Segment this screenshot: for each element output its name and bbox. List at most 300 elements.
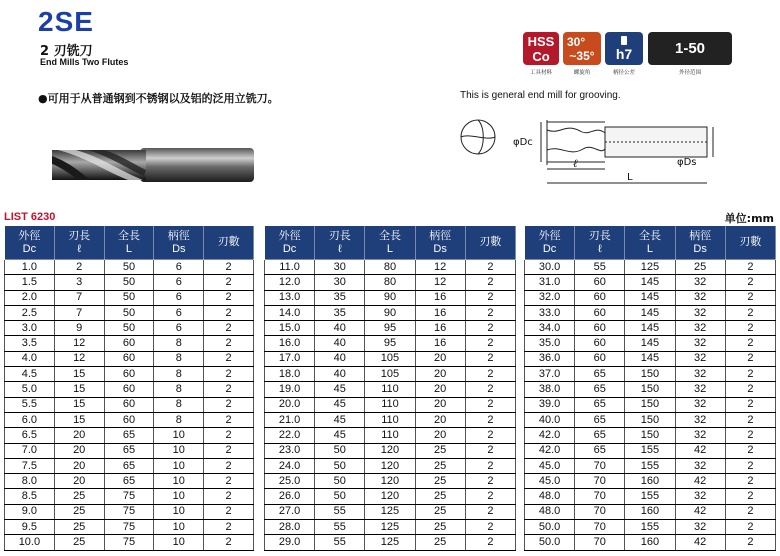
cell-flute-count: 2 (725, 260, 775, 275)
cell-dc: 33.0 (525, 305, 575, 320)
cell-dc: 24.0 (265, 458, 315, 473)
cell-dc: 1.5 (5, 275, 55, 290)
cell-shank-diameter: 25 (415, 474, 465, 489)
cell-overall-length: 160 (625, 504, 675, 519)
cell-dc: 20.0 (265, 397, 315, 412)
cell-shank-diameter: 20 (415, 397, 465, 412)
cell-shank-diameter: 8 (154, 367, 204, 382)
cell-flute-length: 65 (575, 412, 625, 427)
cell-overall-length: 80 (365, 275, 415, 290)
cell-shank-diameter: 8 (154, 412, 204, 427)
cell-overall-length: 105 (365, 351, 415, 366)
column-header-top: 全長 (638, 229, 661, 242)
table-row (5, 321, 254, 336)
table-row (265, 428, 516, 443)
cell-flute-count: 2 (725, 367, 775, 382)
cell-flute-count: 2 (204, 382, 254, 397)
cell-flute-count: 2 (465, 290, 515, 305)
cell-flute-length: 65 (575, 397, 625, 412)
cell-flute-length: 50 (315, 474, 365, 489)
cell-dc: 22.0 (265, 428, 315, 443)
cell-shank-diameter: 25 (415, 489, 465, 504)
table-row (265, 474, 516, 489)
cell-dc: 2.5 (5, 305, 55, 320)
cell-flute-length: 35 (315, 290, 365, 305)
cell-overall-length: 65 (104, 474, 154, 489)
cell-flute-length: 12 (54, 336, 104, 351)
table-row (5, 351, 254, 366)
material-badge-line2: Co (532, 48, 550, 64)
table-row (265, 260, 516, 275)
cell-shank-diameter: 32 (675, 321, 725, 336)
flute-length-label: ℓ (573, 157, 578, 170)
cell-flute-count: 2 (725, 382, 775, 397)
table-row (265, 520, 516, 535)
material-caption: 工具材料 (529, 70, 552, 76)
cell-flute-count: 2 (465, 275, 515, 290)
column-header-top: 刃長 (328, 229, 351, 242)
cell-flute-length: 65 (575, 367, 625, 382)
cell-overall-length: 145 (625, 321, 675, 336)
column-header-dc (265, 226, 315, 260)
cell-dc: 45.0 (525, 474, 575, 489)
cell-overall-length: 150 (625, 412, 675, 427)
table-row (525, 458, 776, 473)
cell-dc: 8.0 (5, 474, 55, 489)
cell-overall-length: 155 (625, 520, 675, 535)
cell-dc: 25.0 (265, 474, 315, 489)
cell-flute-length: 15 (54, 412, 104, 427)
cell-flute-count: 2 (465, 305, 515, 320)
cell-dc: 29.0 (265, 535, 315, 550)
cell-flute-count: 2 (465, 412, 515, 427)
cell-flute-length: 40 (315, 351, 365, 366)
diameter-range-badge (648, 32, 732, 65)
table-row (5, 382, 254, 397)
end-mill-photo (48, 140, 258, 188)
table-row (265, 458, 516, 473)
cell-dc: 32.0 (525, 290, 575, 305)
table-row (525, 275, 776, 290)
table-row (525, 520, 776, 535)
cell-dc: 26.0 (265, 489, 315, 504)
cell-flute-count: 2 (725, 489, 775, 504)
cell-dc: 36.0 (525, 351, 575, 366)
table-row (265, 290, 516, 305)
column-header-bottom: Dc (542, 242, 557, 255)
cell-overall-length: 90 (365, 290, 415, 305)
helix-angle-line2: ~35° (569, 48, 595, 63)
cell-flute-length: 7 (54, 305, 104, 320)
column-header-shank-diameter (154, 226, 204, 260)
column-header-top: 刃數 (479, 236, 502, 248)
column-header-bottom: L (646, 242, 654, 255)
cell-shank-diameter: 32 (675, 428, 725, 443)
cell-flute-length: 35 (315, 305, 365, 320)
cell-shank-diameter: 16 (415, 336, 465, 351)
column-header-top: 全長 (117, 229, 140, 242)
cell-flute-count: 2 (204, 474, 254, 489)
diameter-dc-label: φDc (513, 137, 533, 148)
cell-shank-diameter: 10 (154, 474, 204, 489)
table-row (525, 367, 776, 382)
cell-overall-length: 120 (365, 443, 415, 458)
cell-flute-length: 65 (575, 428, 625, 443)
cell-shank-diameter: 32 (675, 367, 725, 382)
cell-dc: 18.0 (265, 367, 315, 382)
table-row (5, 520, 254, 535)
cell-overall-length: 50 (104, 321, 154, 336)
cell-dc: 1.0 (5, 260, 55, 275)
cell-flute-length: 2 (54, 260, 104, 275)
table-row (265, 382, 516, 397)
cell-flute-length: 40 (315, 321, 365, 336)
cell-overall-length: 65 (104, 443, 154, 458)
cell-shank-diameter: 25 (675, 260, 725, 275)
cell-flute-count: 2 (725, 412, 775, 427)
column-header-bottom: Dc (282, 242, 297, 255)
column-header-bottom: ℓ (598, 242, 602, 255)
cell-dc: 21.0 (265, 412, 315, 427)
table-row (525, 382, 776, 397)
cell-flute-length: 25 (54, 489, 104, 504)
cell-overall-length: 150 (625, 397, 675, 412)
spec-table-3 (524, 225, 776, 551)
table-row (265, 367, 516, 382)
cell-dc: 48.0 (525, 489, 575, 504)
column-header-dc (5, 226, 55, 260)
column-header-top: 刃長 (68, 229, 91, 242)
cell-overall-length: 155 (625, 443, 675, 458)
cell-overall-length: 105 (365, 367, 415, 382)
cell-overall-length: 125 (365, 520, 415, 535)
cell-flute-count: 2 (725, 397, 775, 412)
table-row (5, 290, 254, 305)
table-header-row (265, 226, 516, 260)
cell-shank-diameter: 25 (415, 443, 465, 458)
cell-shank-diameter: 6 (154, 260, 204, 275)
cell-flute-length: 15 (54, 397, 104, 412)
product-subtitle-cn: 2 刃铣刀 (40, 44, 93, 59)
table-row (525, 504, 776, 519)
cell-overall-length: 60 (104, 367, 154, 382)
cell-overall-length: 90 (365, 305, 415, 320)
column-header-top: 全長 (378, 229, 401, 242)
cell-overall-length: 75 (104, 489, 154, 504)
column-header-top: 外徑 (538, 229, 561, 242)
cell-flute-length: 70 (575, 535, 625, 550)
cell-flute-length: 15 (54, 382, 104, 397)
product-title: 2SE (38, 6, 94, 37)
cell-shank-diameter: 10 (154, 489, 204, 504)
cell-shank-diameter: 10 (154, 458, 204, 473)
table-row (265, 412, 516, 427)
cell-overall-length: 110 (365, 382, 415, 397)
cell-flute-length: 40 (315, 367, 365, 382)
cell-dc: 28.0 (265, 520, 315, 535)
shank-tolerance-value: h7 (615, 46, 633, 62)
cell-flute-count: 2 (465, 382, 515, 397)
cell-overall-length: 50 (104, 290, 154, 305)
cell-overall-length: 145 (625, 351, 675, 366)
cell-dc: 39.0 (525, 397, 575, 412)
cell-flute-count: 2 (725, 351, 775, 366)
cell-flute-length: 3 (54, 275, 104, 290)
diameter-range-value: 1-50 (674, 40, 706, 57)
cell-dc: 3.0 (5, 321, 55, 336)
cell-shank-diameter: 42 (675, 504, 725, 519)
cell-dc: 11.0 (265, 260, 315, 275)
cell-shank-diameter: 32 (675, 275, 725, 290)
shank-tolerance-caption: 柄径公差 (612, 70, 635, 76)
cell-overall-length: 75 (104, 504, 154, 519)
table-row (5, 489, 254, 504)
cell-flute-count: 2 (465, 504, 515, 519)
cell-flute-count: 2 (725, 474, 775, 489)
table-row (525, 535, 776, 550)
cell-shank-diameter: 25 (415, 535, 465, 550)
cell-flute-length: 20 (54, 474, 104, 489)
cell-shank-diameter: 32 (675, 382, 725, 397)
table-row (525, 305, 776, 320)
cell-shank-diameter: 12 (415, 260, 465, 275)
cell-overall-length: 120 (365, 489, 415, 504)
cell-overall-length: 125 (625, 260, 675, 275)
cell-overall-length: 60 (104, 336, 154, 351)
cell-flute-count: 2 (204, 367, 254, 382)
cell-shank-diameter: 10 (154, 535, 204, 550)
shank-tolerance-badge (605, 32, 643, 65)
column-header-flute-count (465, 226, 515, 260)
cell-overall-length: 50 (104, 260, 154, 275)
column-header-bottom: L (125, 242, 133, 255)
cell-flute-count: 2 (725, 321, 775, 336)
column-header-top: 刃數 (739, 236, 762, 248)
cell-dc: 4.0 (5, 351, 55, 366)
cell-flute-count: 2 (725, 458, 775, 473)
cell-shank-diameter: 32 (675, 305, 725, 320)
cell-overall-length: 60 (104, 382, 154, 397)
cell-flute-count: 2 (465, 397, 515, 412)
column-header-overall-length (104, 226, 154, 260)
cell-dc: 50.0 (525, 520, 575, 535)
column-header-shank-diameter (415, 226, 465, 260)
column-header-bottom: Ds (172, 242, 186, 255)
cell-overall-length: 95 (365, 321, 415, 336)
cell-flute-length: 50 (315, 489, 365, 504)
table-row (5, 428, 254, 443)
table-row (5, 336, 254, 351)
cell-flute-length: 45 (315, 382, 365, 397)
cell-flute-count: 2 (465, 351, 515, 366)
cell-overall-length: 120 (365, 474, 415, 489)
cell-flute-length: 25 (54, 520, 104, 535)
cell-flute-count: 2 (204, 520, 254, 535)
table-row (265, 443, 516, 458)
cell-flute-count: 2 (725, 520, 775, 535)
cell-overall-length: 75 (104, 520, 154, 535)
column-header-bottom: Dc (22, 242, 37, 255)
cell-flute-count: 2 (465, 428, 515, 443)
column-header-dc (525, 226, 575, 260)
cell-flute-count: 2 (725, 290, 775, 305)
column-header-flute-count (725, 226, 775, 260)
cell-flute-length: 25 (54, 535, 104, 550)
cell-flute-length: 60 (575, 336, 625, 351)
table-row (525, 321, 776, 336)
column-header-top: 刃長 (588, 229, 611, 242)
table-row (265, 535, 516, 550)
cell-flute-count: 2 (465, 443, 515, 458)
cell-flute-count: 2 (204, 275, 254, 290)
cell-dc: 19.0 (265, 382, 315, 397)
cell-dc: 15.0 (265, 321, 315, 336)
cell-overall-length: 95 (365, 336, 415, 351)
cell-flute-count: 2 (465, 474, 515, 489)
material-badge-line1: HSS (527, 33, 555, 49)
cell-flute-count: 2 (204, 443, 254, 458)
table-row (265, 336, 516, 351)
cell-overall-length: 110 (365, 397, 415, 412)
cell-flute-count: 2 (465, 535, 515, 550)
cell-flute-count: 2 (204, 412, 254, 427)
cell-flute-count: 2 (204, 428, 254, 443)
cell-shank-diameter: 20 (415, 367, 465, 382)
table-row (525, 474, 776, 489)
cell-flute-count: 2 (465, 458, 515, 473)
cell-shank-diameter: 32 (675, 412, 725, 427)
cell-flute-length: 55 (315, 520, 365, 535)
cell-dc: 35.0 (525, 336, 575, 351)
cell-flute-length: 45 (315, 428, 365, 443)
column-header-flute-length (54, 226, 104, 260)
cell-flute-length: 60 (575, 290, 625, 305)
cell-dc: 13.0 (265, 290, 315, 305)
cell-overall-length: 125 (365, 504, 415, 519)
cell-shank-diameter: 16 (415, 305, 465, 320)
cell-shank-diameter: 10 (154, 504, 204, 519)
table-row (5, 260, 254, 275)
cell-flute-count: 2 (204, 458, 254, 473)
cell-shank-diameter: 20 (415, 351, 465, 366)
cell-flute-length: 20 (54, 428, 104, 443)
cell-dc: 27.0 (265, 504, 315, 519)
cell-dc: 6.5 (5, 428, 55, 443)
column-header-top: 刃數 (217, 236, 240, 248)
cell-overall-length: 150 (625, 382, 675, 397)
cell-shank-diameter: 42 (675, 535, 725, 550)
cell-flute-count: 2 (465, 260, 515, 275)
cell-dc: 9.0 (5, 504, 55, 519)
product-subtitle-en: End Mills Two Flutes (40, 57, 129, 67)
cell-overall-length: 150 (625, 367, 675, 382)
cell-overall-length: 145 (625, 275, 675, 290)
cell-flute-length: 60 (575, 351, 625, 366)
cell-overall-length: 155 (625, 458, 675, 473)
cell-flute-length: 60 (575, 275, 625, 290)
cell-dc: 38.0 (525, 382, 575, 397)
cell-flute-length: 55 (575, 260, 625, 275)
cell-overall-length: 120 (365, 458, 415, 473)
cell-flute-length: 20 (54, 458, 104, 473)
cell-shank-diameter: 8 (154, 351, 204, 366)
table-row (5, 443, 254, 458)
column-header-flute-length (315, 226, 365, 260)
table-row (5, 367, 254, 382)
cell-overall-length: 150 (625, 428, 675, 443)
cell-dc: 9.5 (5, 520, 55, 535)
cell-flute-length: 70 (575, 458, 625, 473)
table-row (265, 504, 516, 519)
cell-flute-count: 2 (465, 520, 515, 535)
cell-flute-count: 2 (204, 321, 254, 336)
cell-flute-length: 65 (575, 443, 625, 458)
cell-overall-length: 50 (104, 275, 154, 290)
column-header-overall-length (365, 226, 415, 260)
cell-shank-diameter: 20 (415, 428, 465, 443)
cell-shank-diameter: 32 (675, 520, 725, 535)
table-header-row (525, 226, 776, 260)
cell-flute-count: 2 (725, 275, 775, 290)
cell-flute-length: 45 (315, 412, 365, 427)
column-header-top: 柄徑 (167, 229, 190, 242)
cell-dc: 40.0 (525, 412, 575, 427)
cell-dc: 14.0 (265, 305, 315, 320)
table-row (525, 260, 776, 275)
cell-shank-diameter: 25 (415, 520, 465, 535)
cell-dc: 2.0 (5, 290, 55, 305)
cell-flute-count: 2 (725, 305, 775, 320)
cell-dc: 45.0 (525, 458, 575, 473)
cell-overall-length: 60 (104, 397, 154, 412)
cell-dc: 31.0 (525, 275, 575, 290)
table-row (525, 412, 776, 427)
table-row (525, 290, 776, 305)
cell-flute-length: 40 (315, 336, 365, 351)
table-row (5, 474, 254, 489)
table-row (525, 336, 776, 351)
cell-flute-count: 2 (465, 367, 515, 382)
cell-flute-length: 70 (575, 504, 625, 519)
table-row (265, 489, 516, 504)
cell-dc: 42.0 (525, 428, 575, 443)
cell-flute-length: 30 (315, 275, 365, 290)
cell-shank-diameter: 32 (675, 489, 725, 504)
diameter-range-caption: 外径范围 (678, 70, 701, 76)
cell-shank-diameter: 16 (415, 290, 465, 305)
column-header-bottom: L (386, 242, 394, 255)
cell-shank-diameter: 8 (154, 382, 204, 397)
table-row (265, 321, 516, 336)
table-header-row (5, 226, 254, 260)
cell-flute-length: 60 (575, 321, 625, 336)
cell-overall-length: 65 (104, 428, 154, 443)
cell-overall-length: 125 (365, 535, 415, 550)
cell-dc: 48.0 (525, 504, 575, 519)
column-header-flute-length (575, 226, 625, 260)
cell-shank-diameter: 25 (415, 504, 465, 519)
cell-dc: 16.0 (265, 336, 315, 351)
cell-dc: 5.0 (5, 382, 55, 397)
table-row (265, 275, 516, 290)
table-row (525, 428, 776, 443)
cell-flute-count: 2 (465, 489, 515, 504)
column-header-top: 柄徑 (689, 229, 712, 242)
material-badge (523, 32, 559, 65)
cell-shank-diameter: 6 (154, 275, 204, 290)
cell-shank-diameter: 6 (154, 290, 204, 305)
cell-dc: 30.0 (525, 260, 575, 275)
